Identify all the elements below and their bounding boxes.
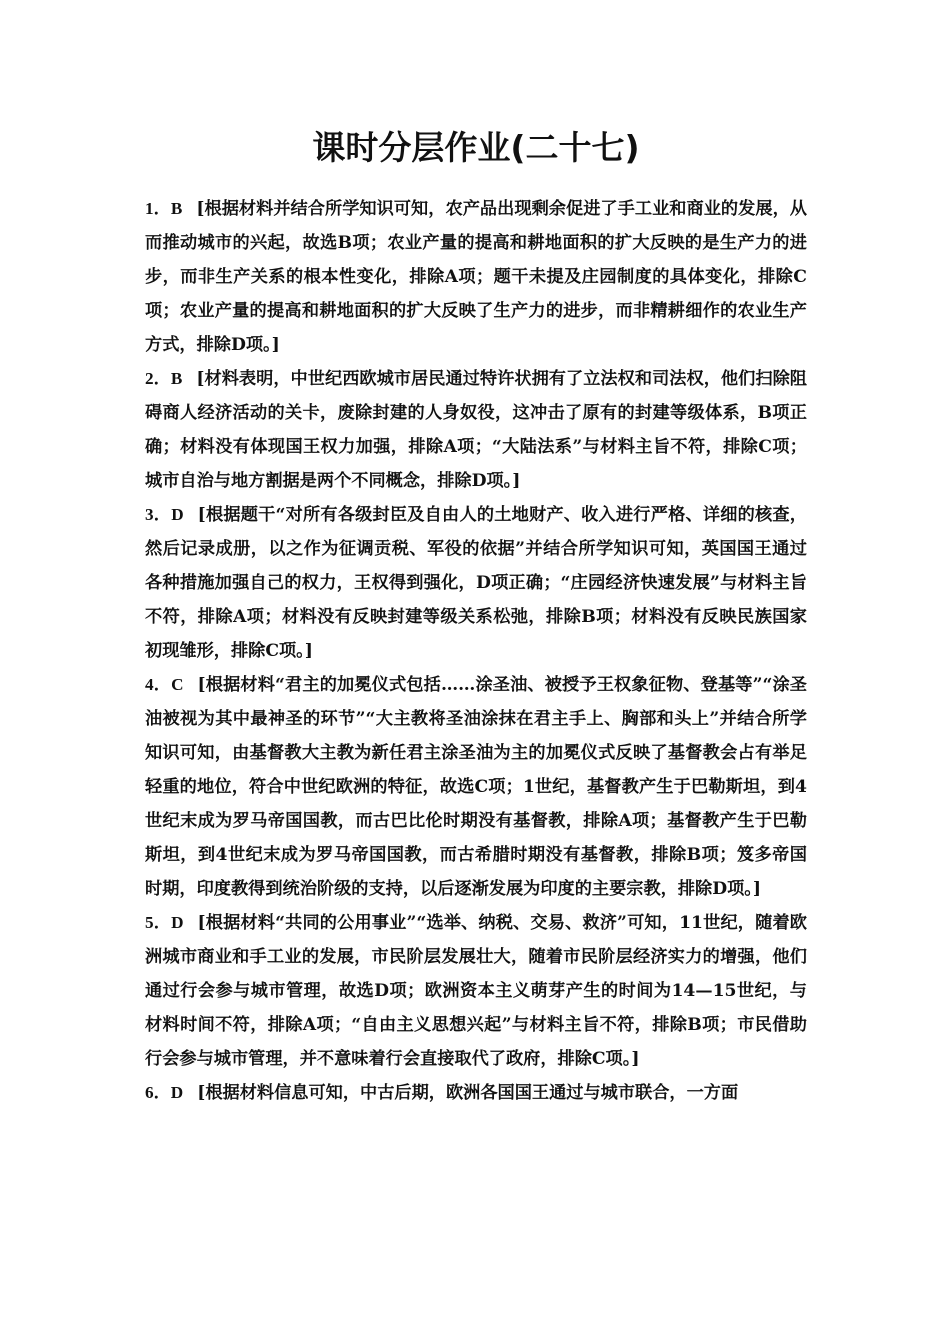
answer-choice: D (171, 913, 184, 932)
answer-item (145, 668, 807, 906)
answer-explanation: [根据材料信息可知，中古后期，欧洲各国国王通过与城市联合，一方面 (197, 1083, 739, 1103)
answer-number: 2． (145, 369, 171, 388)
answer-choice: B (170, 199, 183, 218)
answer-number: 3． (145, 505, 172, 524)
answer-explanation: [根据材料“共同的公用事业”“选举、纳税、交易、救济”可知，11世纪，随着欧洲城市商业和手工业的发展，市民阶层发展壮大，随着市民阶层经济实力的增强，他们通过行会参与城市管理，故选D项；欧洲资本主义萌芽产生的时间为14—15世纪，与材料时间不符，排除A项；“自由主义思想兴起”与材料主旨不符，排除B项；市民借助行会参与城市管理，并不意味着行会直接取代了政府，排除C项。] (145, 913, 807, 1069)
answer-number: 6． (145, 1083, 171, 1102)
answer-choice: D (170, 1083, 184, 1102)
answer-item (145, 1076, 807, 1110)
answer-choice: D (171, 505, 184, 524)
answer-item (145, 498, 807, 668)
answer-explanation: [根据材料并结合所学知识可知，农产品出现剩余促进了手工业和商业的发展，从而推动城市的兴起，故选B项；农业产量的提高和耕地面积的扩大反映的是生产力的进步，而非生产关系的根本性变化，排除A项；题干未提及庄园制度的具体变化，排除C项；农业产量的提高和耕地面积的扩大反映了生产力的进步，而非精耕细作的农业生产方式，排除D项。] (145, 199, 807, 355)
answer-number: 5． (145, 913, 172, 932)
answer-explanation: [根据题干“对所有各级封臣及自由人的土地财产、收入进行严格、详细的核查，然后记录成册，以之作为征调贡税、军役的依据”并结合所学知识可知，英国国王通过各种措施加强自己的权力，王权得到强化，D项正确；“庄园经济快速发展”与材料主旨不符，排除A项；材料没有反映封建等级关系松弛，排除B项；材料没有反映民族国家初现雏形，排除C项。] (145, 505, 807, 661)
answer-explanation: [材料表明，中世纪西欧城市居民通过特许状拥有了立法权和司法权，他们扫除阻碍商人经济活动的关卡，废除封建的人身奴役，这冲击了原有的封建等级体系，B项正确；材料没有体现国王权力加强，排除A项；“大陆法系”与材料主旨不符，排除C项；城市自治与地方割据是两个不同概念，排除D项。] (145, 369, 807, 491)
answer-number: 1． (145, 199, 171, 218)
answer-item (145, 906, 807, 1076)
answer-item (145, 362, 807, 498)
answer-explanation: [根据材料“君主的加冕仪式包括……涂圣油、被授予王权象征物、登基等”“涂圣油被视为其中最神圣的环节”“大主教将圣油涂抹在君主手上、胸部和头上”并结合所学知识可知，由基督教大主教为新任君主涂圣油为主的加冕仪式反映了基督教会占有举足轻重的地位，符合中世纪欧洲的特征，故选C项；1世纪，基督教产生于巴勒斯坦，到4世纪末成为罗马帝国国教，而古巴比伦时期没有基督教，排除A项；基督教产生于巴勒斯坦，到4世纪末成为罗马帝国国教，而古希腊时期没有基督教，排除B项；笈多帝国时期，印度教得到统治阶级的支持，以后逐渐发展为印度的主要宗教，排除D项。] (145, 675, 807, 899)
answer-list (145, 192, 807, 1110)
answer-number: 4． (145, 675, 172, 694)
answer-item (145, 192, 807, 362)
answer-choice: B (170, 369, 183, 388)
document-title: 课时分层作业(二十七) (312, 128, 640, 167)
answer-choice: C (171, 675, 184, 694)
document-page (145, 124, 807, 1110)
